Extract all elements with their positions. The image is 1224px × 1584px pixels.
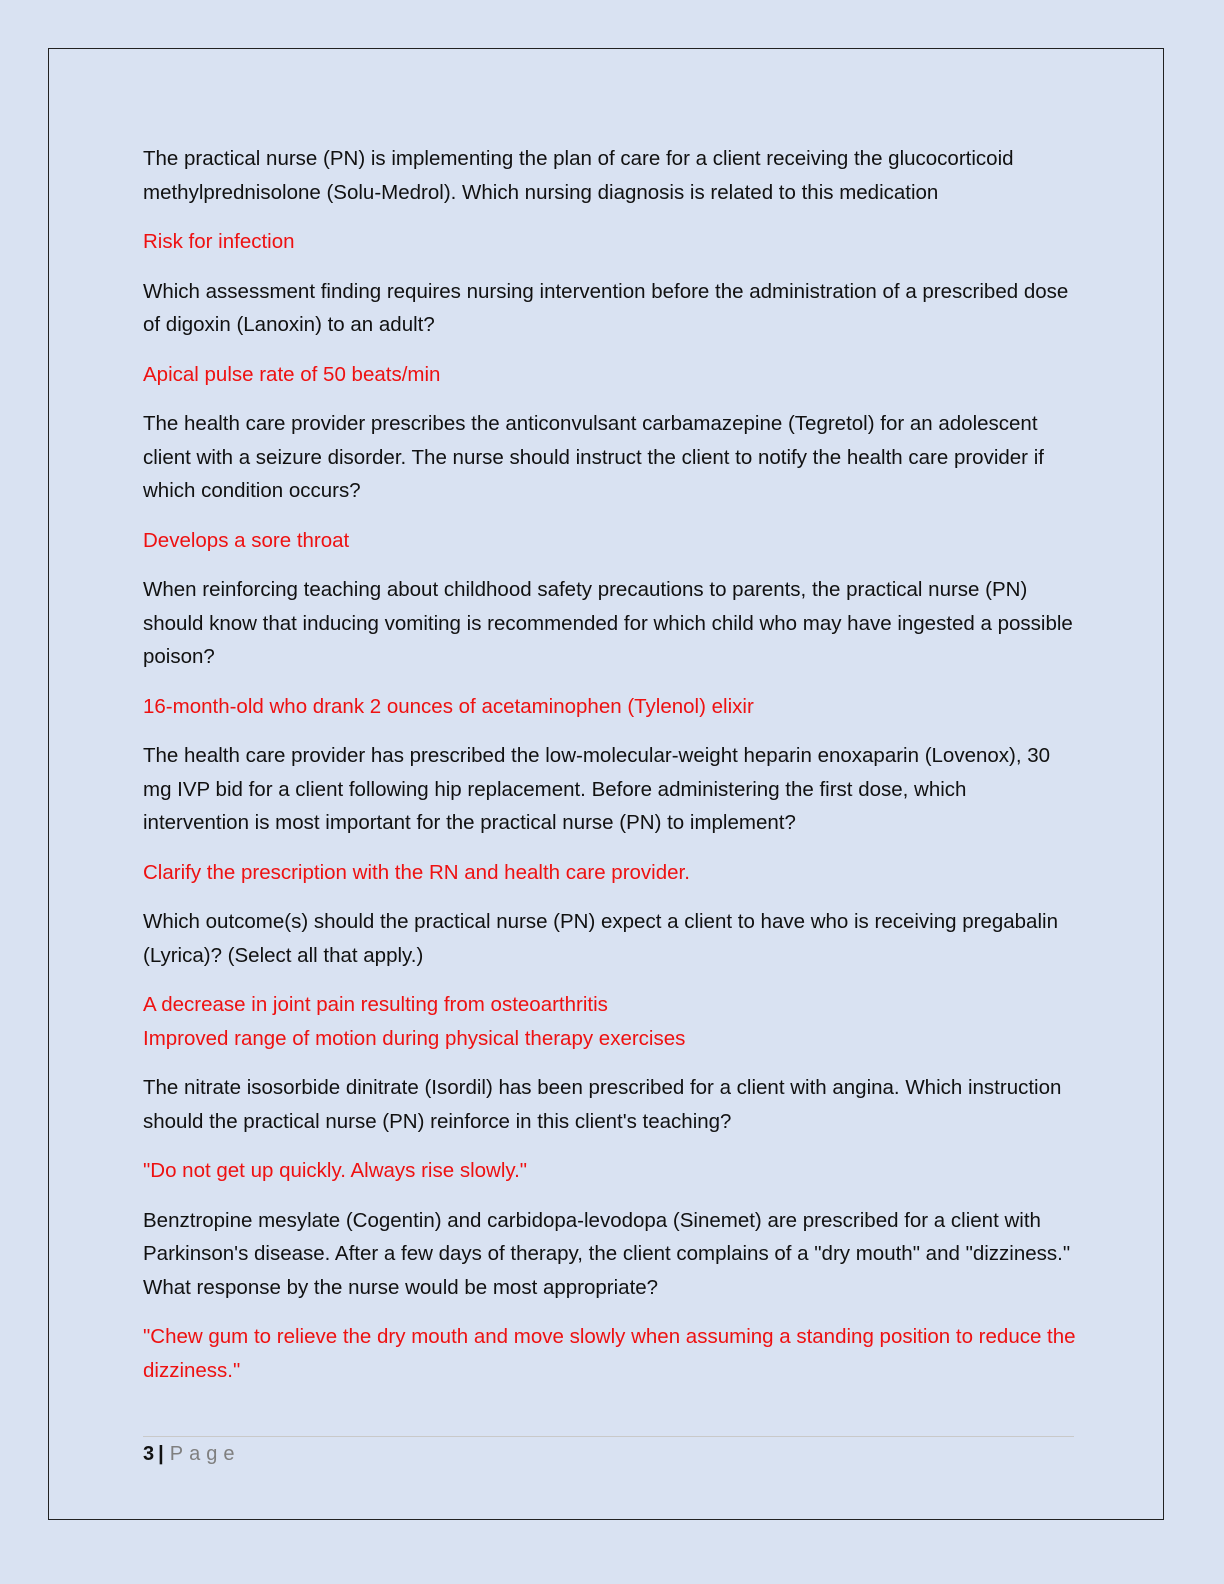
question-5: The health care provider has prescribed the low-molecular-weight heparin enoxaparin (Lovenox), 30 mg IVP bid for a client following hip replacement. Before administering the first dose, which intervention is most important for the practical nurse (PN) to implement? <box>143 744 1051 834</box>
footer-separator: | <box>158 1443 164 1465</box>
question-2: Which assessment finding requires nursing intervention before the administration of a prescribed dose of digoxin (Lanoxin) to an adult? <box>143 279 1069 336</box>
answer-line: 16-month-old who drank 2 ounces of acetaminophen (Tylenol) elixir <box>143 694 754 718</box>
answer-line: A decrease in joint pain resulting from osteoarthritis <box>143 993 608 1016</box>
answer-6 <box>143 988 1078 1055</box>
question-6: Which outcome(s) should the practical nurse (PN) expect a client to have who is receiving pregabalin (Lyrica)? (Select all that apply.) <box>143 910 1058 967</box>
answer-8 <box>143 1320 1078 1387</box>
question-7: The nitrate isosorbide dinitrate (Isordil) has been prescribed for a client with angina. Which instruction should the practical nurse (PN) reinforce in this client's teaching? <box>143 1076 1062 1133</box>
qa-content <box>143 142 1078 1403</box>
answer-4 <box>143 690 1078 724</box>
answer-line: Improved range of motion during physical therapy exercises <box>143 1026 686 1050</box>
footer-divider <box>143 1436 1074 1437</box>
answer-line: "Do not get up quickly. Always rise slowly." <box>143 1159 528 1182</box>
answer-line: Apical pulse rate of 50 beats/min <box>143 362 441 386</box>
answer-7 <box>143 1154 1078 1188</box>
page-footer <box>143 1440 240 1468</box>
answer-line: Develops a sore throat <box>143 528 350 552</box>
page-label: Page <box>169 1443 241 1465</box>
answer-2 <box>143 358 1078 392</box>
question-3: The health care provider prescribes the anticonvulsant carbamazepine (Tegretol) for an adolescent client with a seizure disorder. The nurse should instruct the client to notify the health care provider if which condition occurs? <box>143 412 1044 502</box>
answer-line: "Chew gum to relieve the dry mouth and move slowly when assuming a standing position to reduce the dizziness." <box>143 1325 1076 1382</box>
answer-3 <box>143 524 1078 558</box>
answer-line: Clarify the prescription with the RN and health care provider. <box>143 860 690 884</box>
answer-5 <box>143 856 1078 890</box>
question-8: Benztropine mesylate (Cogentin) and carbidopa-levodopa (Sinemet) are prescribed for a client with Parkinson's disease. After a few days of therapy, the client complains of a "dry mouth" and "dizziness." What response by the nurse would be most appropriate? <box>143 1208 1071 1299</box>
question-1: The practical nurse (PN) is implementing the plan of care for a client receiving the glucocorticoid methylprednisolone (Solu-Medrol). Which nursing diagnosis is related to this medication <box>143 147 1014 204</box>
page-number: 3 <box>143 1443 155 1465</box>
question-4: When reinforcing teaching about childhood safety precautions to parents, the practical nurse (PN) should know that inducing vomiting is recommended for which child who may have ingested a possible poison? <box>143 578 1073 668</box>
answer-1 <box>143 225 1078 259</box>
answer-line: Risk for infection <box>143 230 295 253</box>
